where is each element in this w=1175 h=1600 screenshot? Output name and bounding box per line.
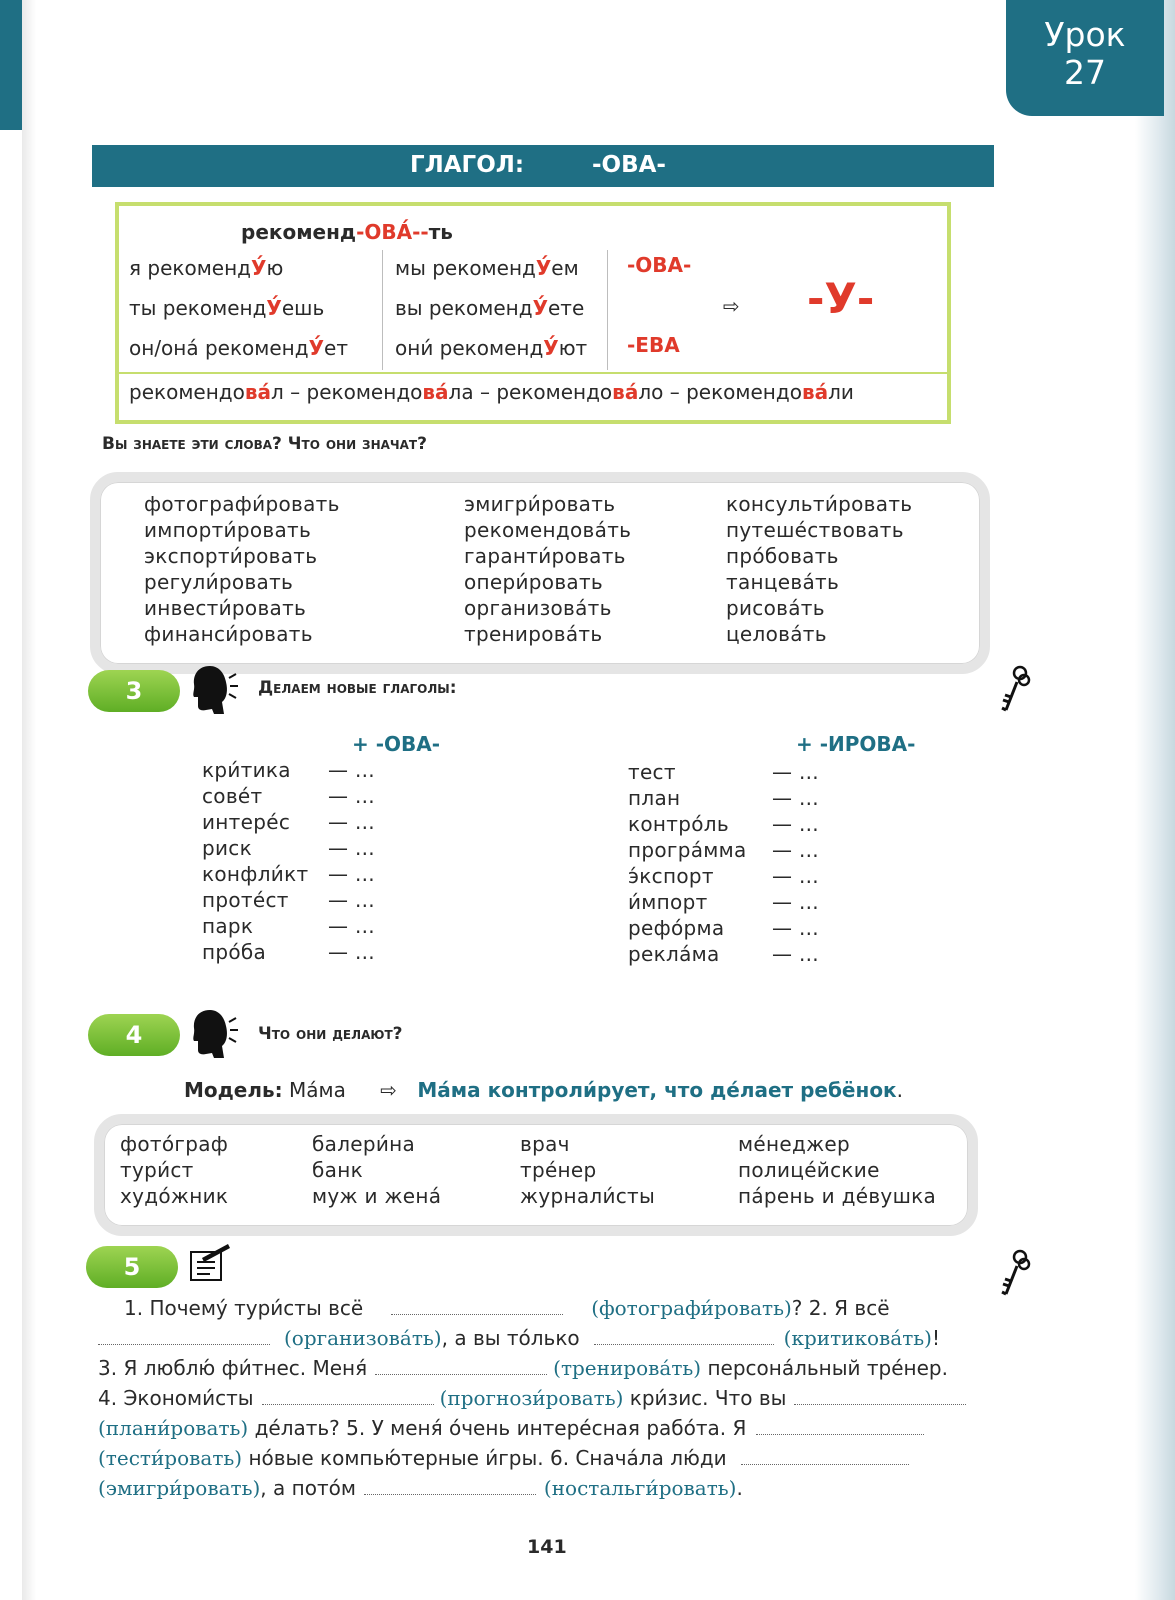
ex3-blank: — ... bbox=[328, 810, 375, 834]
ex3-noun: парк bbox=[202, 914, 254, 938]
ex4-word: худо́жник bbox=[120, 1184, 229, 1208]
ex5-line-7: (эмигри́ровать), а пото́м (ностальги́ровать). bbox=[98, 1476, 743, 1500]
ex3-blank: — ... bbox=[328, 914, 375, 938]
conj-sg-3: он/она́ рекомендУ́ет bbox=[129, 336, 348, 360]
vocab-word: тренирова́ть bbox=[464, 622, 603, 646]
exercise-4-badge: 4 bbox=[88, 1014, 180, 1056]
book-spine-band bbox=[0, 0, 22, 130]
ex5-line-6: (тести́ровать) но́вые компью́терные и́гры. 6. Снача́ла лю́ди bbox=[98, 1446, 909, 1470]
ex3-noun: риск bbox=[202, 836, 252, 860]
ex3-head-irova: + -ИРОВА- bbox=[796, 732, 916, 756]
exercise-3-title: Делаем новые глаголы: bbox=[258, 678, 457, 698]
ex3-blank: — ... bbox=[328, 888, 375, 912]
lesson-tab bbox=[1006, 0, 1164, 116]
page-number: 141 bbox=[527, 1536, 567, 1558]
key-icon[interactable] bbox=[1000, 664, 1032, 716]
vocab-word: фотографи́ровать bbox=[144, 492, 340, 516]
ex3-noun: кри́тика bbox=[202, 758, 291, 782]
ex3-noun: рефо́рма bbox=[628, 916, 725, 940]
ex3-blank: — ... bbox=[772, 838, 819, 862]
ex3-blank: — ... bbox=[328, 836, 375, 860]
speaking-head-icon bbox=[190, 1008, 238, 1058]
vocab-word: регули́ровать bbox=[144, 570, 294, 594]
ex4-word: тре́нер bbox=[520, 1158, 597, 1182]
ex4-word: банк bbox=[312, 1158, 363, 1182]
ex3-noun: э́кспорт bbox=[628, 864, 714, 888]
conjugation-table bbox=[115, 202, 951, 424]
answer-blank[interactable] bbox=[794, 1404, 966, 1405]
ex4-model: Модель: Ма́ма ⇨ Ма́ма контроли́рует, что де́лает ребёнок. bbox=[184, 1078, 903, 1102]
infinitive: рекоменд-ОВА́--ть bbox=[241, 220, 453, 244]
rule-ova: -ОВА- bbox=[627, 253, 692, 277]
ex4-word: журнали́сты bbox=[520, 1184, 656, 1208]
answer-blank[interactable] bbox=[375, 1374, 547, 1375]
ex3-blank: — ... bbox=[328, 784, 375, 808]
rule-eva: -ЕВА bbox=[627, 333, 680, 357]
ex3-noun: проте́ст bbox=[202, 888, 289, 912]
rule-result: -У- bbox=[807, 274, 875, 323]
conj-pl-2: вы рекомендУ́ете bbox=[395, 296, 585, 320]
ex3-blank: — ... bbox=[772, 786, 819, 810]
key-icon[interactable] bbox=[1000, 1248, 1032, 1300]
vocab-word: рисова́ть bbox=[726, 596, 825, 620]
vocab-word: танцева́ть bbox=[726, 570, 840, 594]
ex3-blank: — ... bbox=[772, 864, 819, 888]
ex3-blank: — ... bbox=[772, 890, 819, 914]
ex3-noun: про́ба bbox=[202, 940, 267, 964]
ex5-line-3: 3. Я люблю́ фи́тнес. Меня́ (тренирова́ть) персона́льный тре́нер. bbox=[98, 1356, 948, 1380]
ex3-blank: — ... bbox=[772, 942, 819, 966]
vocab-word: экспорти́ровать bbox=[144, 544, 318, 568]
ex3-blank: — ... bbox=[772, 916, 819, 940]
past-tense-forms: рекомендова́л – рекомендова́ла – рекомендова́ло – рекомендова́ли bbox=[129, 380, 854, 404]
ex5-line-4: 4. Экономи́сты (прогнози́ровать) кри́зис. Что вы bbox=[98, 1386, 966, 1410]
ex4-word: ме́неджер bbox=[738, 1132, 851, 1156]
answer-blank[interactable] bbox=[364, 1494, 536, 1495]
vocab-word: опери́ровать bbox=[464, 570, 604, 594]
banner-label: ГЛАГОЛ: bbox=[410, 152, 525, 178]
ex3-noun: и́мпорт bbox=[628, 890, 708, 914]
ex3-noun: рекла́ма bbox=[628, 942, 720, 966]
conj-sg-1: я рекомендУ́ю bbox=[129, 256, 284, 280]
answer-blank[interactable] bbox=[98, 1344, 270, 1345]
speaking-head-icon bbox=[190, 664, 238, 714]
ex4-word: врач bbox=[520, 1132, 570, 1156]
vocab-word: про́бовать bbox=[726, 544, 839, 568]
vocab-word: эмигри́ровать bbox=[464, 492, 616, 516]
ex3-blank: — ... bbox=[328, 758, 375, 782]
ex4-word: муж и жена́ bbox=[312, 1184, 442, 1208]
ex3-noun: програ́мма bbox=[628, 838, 747, 862]
ex4-word: па́рень и де́вушка bbox=[738, 1184, 937, 1208]
vocab-box bbox=[90, 472, 990, 674]
ex5-line-1: 1. Почему́ тури́сты всё (фотографи́ровать)? 2. Я всё bbox=[124, 1296, 890, 1320]
ex4-word: балери́на bbox=[312, 1132, 416, 1156]
vocab-question: Вы знаете эти слова? Что они значат? bbox=[102, 434, 427, 454]
answer-blank[interactable] bbox=[756, 1434, 924, 1435]
ex3-noun: план bbox=[628, 786, 681, 810]
rule-arrow-icon: ⇨ bbox=[723, 294, 740, 318]
vocab-word: инвести́ровать bbox=[144, 596, 307, 620]
vocab-word: импорти́ровать bbox=[144, 518, 312, 542]
ex5-line-2: (организова́ть), а вы то́лько (критикова́ть)! bbox=[98, 1326, 940, 1350]
vocab-word: путеше́ствовать bbox=[726, 518, 904, 542]
ex5-line-5: (плани́ровать) де́лать? 5. У меня́ о́чень интере́сная рабо́та. Я bbox=[98, 1416, 924, 1440]
writing-icon bbox=[188, 1240, 232, 1284]
ex3-noun: интере́с bbox=[202, 810, 291, 834]
answer-blank[interactable] bbox=[391, 1314, 563, 1315]
answer-blank[interactable] bbox=[262, 1404, 434, 1405]
vocab-word: гаранти́ровать bbox=[464, 544, 626, 568]
conj-pl-1: мы рекомендУ́ем bbox=[395, 256, 579, 280]
ex3-head-ova: + -ОВА- bbox=[352, 732, 441, 756]
ex3-noun: тест bbox=[628, 760, 676, 784]
answer-blank[interactable] bbox=[741, 1464, 909, 1465]
exercise-3-badge: 3 bbox=[88, 670, 180, 712]
ex3-blank: — ... bbox=[772, 812, 819, 836]
banner-suffix: -ОВА- bbox=[592, 152, 666, 178]
section-banner bbox=[92, 145, 994, 187]
conj-pl-3: они́ рекомендУ́ют bbox=[395, 336, 588, 360]
page-gutter-shadow bbox=[22, 0, 36, 1600]
ex3-noun: контро́ль bbox=[628, 812, 729, 836]
page-edge bbox=[1135, 0, 1175, 1600]
answer-blank[interactable] bbox=[594, 1344, 774, 1345]
ex3-noun: конфли́кт bbox=[202, 862, 309, 886]
vocab-word: консульти́ровать bbox=[726, 492, 913, 516]
ex3-blank: — ... bbox=[328, 940, 375, 964]
lesson-number: 27 bbox=[1064, 53, 1106, 92]
lesson-word: Урок bbox=[1044, 15, 1126, 54]
conj-sg-2: ты рекомендУ́ешь bbox=[129, 296, 325, 320]
vocab-word: рекомендова́ть bbox=[464, 518, 632, 542]
vocab-word: организова́ть bbox=[464, 596, 612, 620]
ex3-noun: сове́т bbox=[202, 784, 263, 808]
exercise-4-title: Что они делают? bbox=[258, 1024, 403, 1044]
vocab-word: финанси́ровать bbox=[144, 622, 313, 646]
ex4-word: фото́граф bbox=[120, 1132, 229, 1156]
ex4-word: тури́ст bbox=[120, 1158, 194, 1182]
ex4-word-box bbox=[94, 1114, 978, 1236]
ex4-word: полице́йские bbox=[738, 1158, 880, 1182]
ex3-blank: — ... bbox=[772, 760, 819, 784]
ex3-blank: — ... bbox=[328, 862, 375, 886]
vocab-word: целова́ть bbox=[726, 622, 827, 646]
exercise-5-badge: 5 bbox=[86, 1246, 178, 1288]
